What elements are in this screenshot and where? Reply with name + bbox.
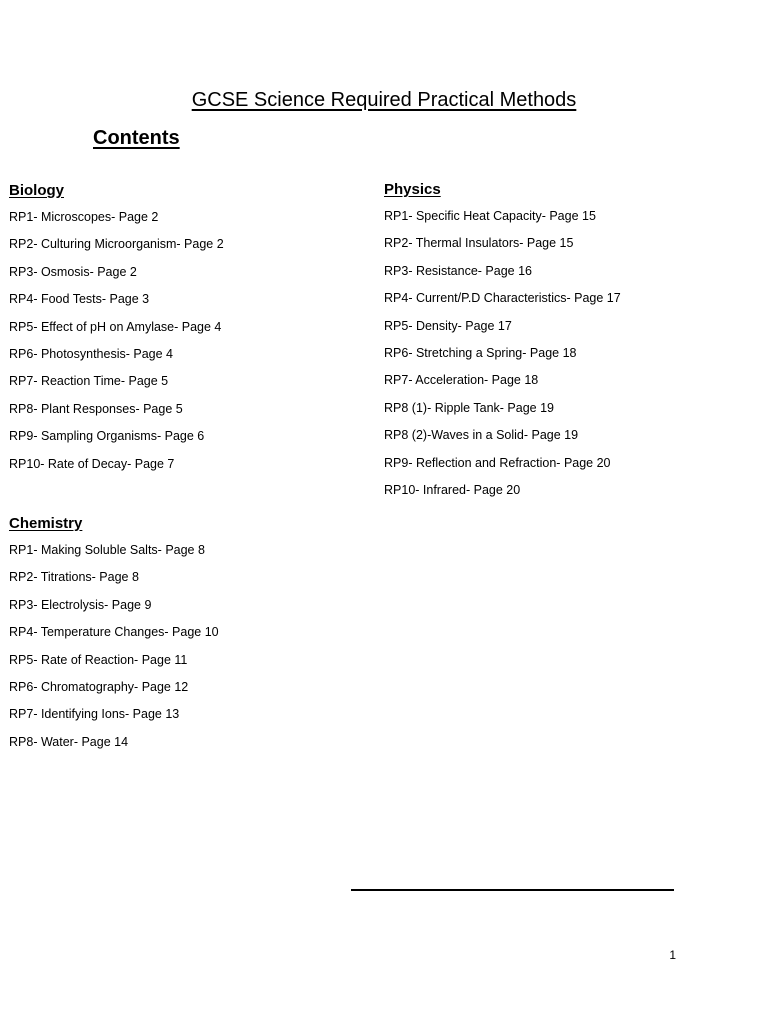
contents-entry: RP2- Titrations- Page 8 bbox=[9, 570, 139, 585]
contents-entry: RP8 (2)-Waves in a Solid- Page 19 bbox=[384, 428, 579, 443]
chemistry-section bbox=[9, 514, 219, 761]
contents-entry: RP5- Effect of pH on Amylase- Page 4 bbox=[9, 319, 222, 334]
contents-entry: RP1- Microscopes- Page 2 bbox=[9, 210, 159, 224]
contents-entry: RP10- Infrared- Page 20 bbox=[384, 482, 521, 497]
physics-heading: Physics bbox=[384, 181, 441, 198]
contents-entry: RP5- Rate of Reaction- Page 11 bbox=[9, 652, 188, 667]
contents-entry: RP1- Specific Heat Capacity- Page 15 bbox=[384, 209, 596, 223]
contents-entry: RP1- Making Soluble Salts- Page 8 bbox=[9, 543, 205, 557]
contents-entry: RP7- Identifying Ions- Page 13 bbox=[9, 707, 180, 722]
contents-heading: Contents bbox=[93, 127, 180, 149]
biology-entry-list bbox=[9, 209, 224, 483]
contents-entry: RP3- Osmosis- Page 2 bbox=[9, 264, 137, 279]
contents-entry: RP10- Rate of Decay- Page 7 bbox=[9, 456, 175, 471]
contents-entry: RP2- Thermal Insulators- Page 15 bbox=[384, 236, 574, 251]
chemistry-heading: Chemistry bbox=[9, 515, 83, 532]
contents-entry: RP3- Electrolysis- Page 9 bbox=[9, 597, 152, 612]
contents-entry: RP7- Reaction Time- Page 5 bbox=[9, 374, 169, 389]
physics-section bbox=[384, 180, 621, 509]
contents-entry: RP2- Culturing Microorganism- Page 2 bbox=[9, 237, 224, 252]
biology-heading: Biology bbox=[9, 182, 64, 199]
contents-entry: RP9- Sampling Organisms- Page 6 bbox=[9, 429, 205, 444]
contents-entry: RP8- Water- Page 14 bbox=[9, 734, 129, 749]
contents-entry: RP6- Chromatography- Page 12 bbox=[9, 679, 189, 694]
contents-entry: RP6- Photosynthesis- Page 4 bbox=[9, 346, 173, 361]
contents-entry: RP9- Reflection and Refraction- Page 20 bbox=[384, 455, 611, 470]
contents-entry: RP4- Food Tests- Page 3 bbox=[9, 292, 150, 307]
footer-divider bbox=[351, 889, 674, 891]
contents-entry: RP4- Temperature Changes- Page 10 bbox=[9, 625, 219, 640]
chemistry-entry-list bbox=[9, 542, 219, 761]
contents-entry: RP5- Density- Page 17 bbox=[384, 318, 512, 333]
page-number: 1 bbox=[669, 948, 676, 962]
physics-entry-list bbox=[384, 208, 621, 509]
document-title: GCSE Science Required Practical Methods bbox=[191, 89, 577, 111]
biology-section bbox=[9, 181, 224, 483]
contents-entry: RP8 (1)- Ripple Tank- Page 19 bbox=[384, 400, 554, 415]
contents-entry: RP7- Acceleration- Page 18 bbox=[384, 373, 539, 388]
contents-entry: RP8- Plant Responses- Page 5 bbox=[9, 401, 183, 416]
contents-entry: RP3- Resistance- Page 16 bbox=[384, 263, 532, 278]
contents-entry: RP4- Current/P.D Characteristics- Page 17 bbox=[384, 291, 621, 306]
contents-entry: RP6- Stretching a Spring- Page 18 bbox=[384, 345, 577, 360]
